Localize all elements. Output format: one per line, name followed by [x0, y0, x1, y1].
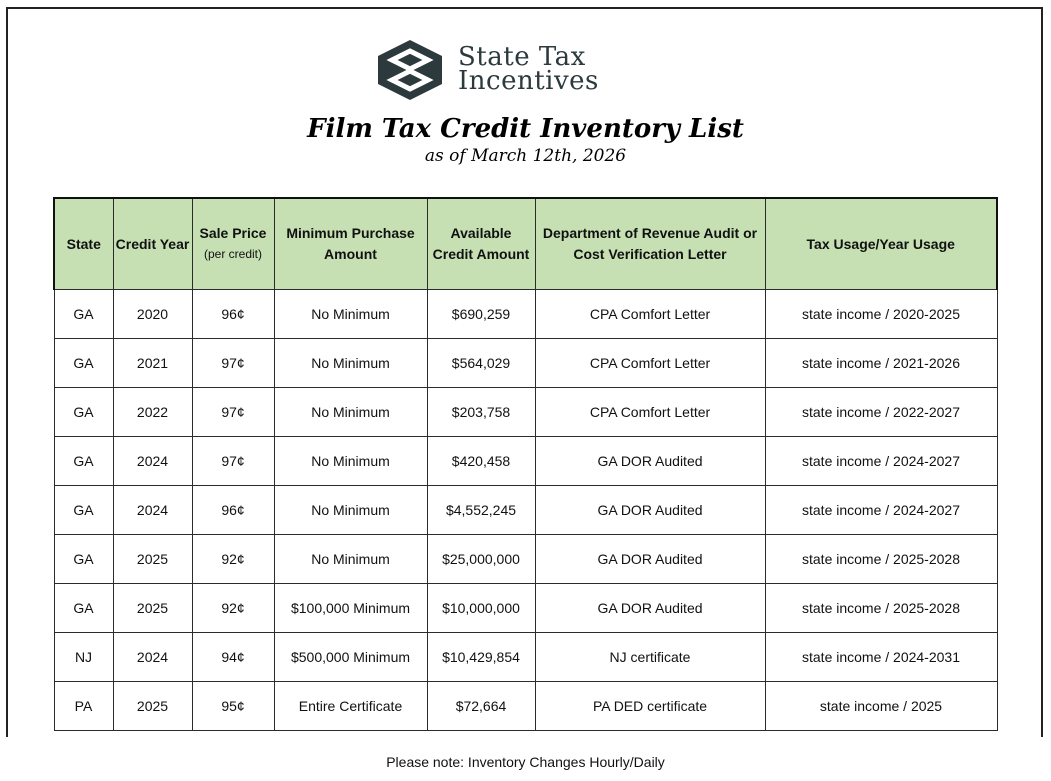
- cell-min-purchase: No Minimum: [274, 535, 427, 584]
- cell-tax-usage: state income / 2024-2031: [765, 633, 997, 682]
- cell-dor-letter: CPA Comfort Letter: [535, 339, 765, 388]
- header-dor-letter: Department of Revenue Audit or Cost Verification Letter: [535, 198, 765, 290]
- cell-min-purchase: $500,000 Minimum: [274, 633, 427, 682]
- cell-dor-letter: NJ certificate: [535, 633, 765, 682]
- cell-state: GA: [54, 290, 113, 339]
- cell-state: GA: [54, 584, 113, 633]
- cell-dor-letter: GA DOR Audited: [535, 486, 765, 535]
- cell-state: GA: [54, 437, 113, 486]
- cell-sale-price: 97¢: [192, 339, 274, 388]
- cell-sale-price: 97¢: [192, 388, 274, 437]
- cell-dor-letter: PA DED certificate: [535, 682, 765, 731]
- table-header-row: [54, 198, 997, 290]
- cell-tax-usage: state income / 2021-2026: [765, 339, 997, 388]
- cell-state: GA: [54, 388, 113, 437]
- cell-state: NJ: [54, 633, 113, 682]
- table-row: [54, 290, 997, 339]
- cell-min-purchase: $100,000 Minimum: [274, 584, 427, 633]
- cell-sale-price: 96¢: [192, 290, 274, 339]
- cell-available: $72,664: [427, 682, 535, 731]
- cell-credit-year: 2021: [113, 339, 192, 388]
- cell-credit-year: 2024: [113, 437, 192, 486]
- cell-tax-usage: state income / 2025-2028: [765, 535, 997, 584]
- header-min-purchase: Minimum Purchase Amount: [274, 198, 427, 290]
- cell-min-purchase: No Minimum: [274, 486, 427, 535]
- cell-credit-year: 2025: [113, 584, 192, 633]
- header-available: Available Credit Amount: [427, 198, 535, 290]
- cell-available: $203,758: [427, 388, 535, 437]
- header-state: State: [54, 198, 113, 290]
- table-row: [54, 388, 997, 437]
- cell-min-purchase: No Minimum: [274, 290, 427, 339]
- cell-sale-price: 95¢: [192, 682, 274, 731]
- cell-state: GA: [54, 339, 113, 388]
- cell-dor-letter: GA DOR Audited: [535, 584, 765, 633]
- cell-sale-price: 92¢: [192, 584, 274, 633]
- cell-available: $10,000,000: [427, 584, 535, 633]
- state-tax-incentives-logo: [374, 38, 624, 102]
- page-title: Film Tax Credit Inventory List: [307, 114, 744, 144]
- header-sale-price: [192, 198, 274, 290]
- header-tax-usage: Tax Usage/Year Usage: [765, 198, 997, 290]
- table-row: [54, 437, 997, 486]
- logo-mark-icon: [374, 38, 446, 102]
- table-row: [54, 535, 997, 584]
- cell-state: GA: [54, 486, 113, 535]
- table-row: [54, 682, 997, 731]
- logo-text-line1: State Tax: [458, 42, 586, 72]
- inventory-note: Please note: Inventory Changes Hourly/Daily: [386, 754, 665, 770]
- cell-credit-year: 2024: [113, 633, 192, 682]
- cell-available: $564,029: [427, 339, 535, 388]
- cell-dor-letter: GA DOR Audited: [535, 535, 765, 584]
- header-credit-year: Credit Year: [113, 198, 192, 290]
- cell-dor-letter: CPA Comfort Letter: [535, 290, 765, 339]
- cell-available: $420,458: [427, 437, 535, 486]
- cell-sale-price: 92¢: [192, 535, 274, 584]
- cell-state: PA: [54, 682, 113, 731]
- page-subtitle: as of March 12th, 2026: [424, 146, 627, 166]
- cell-sale-price: 96¢: [192, 486, 274, 535]
- cell-credit-year: 2020: [113, 290, 192, 339]
- cell-available: $25,000,000: [427, 535, 535, 584]
- cell-dor-letter: GA DOR Audited: [535, 437, 765, 486]
- cell-tax-usage: state income / 2024-2027: [765, 486, 997, 535]
- cell-tax-usage: state income / 2020-2025: [765, 290, 997, 339]
- inventory-table: [53, 197, 998, 731]
- header-sale-price-label: Sale Price: [199, 225, 267, 241]
- cell-available: $4,552,245: [427, 486, 535, 535]
- cell-available: $10,429,854: [427, 633, 535, 682]
- cell-dor-letter: CPA Comfort Letter: [535, 388, 765, 437]
- cell-credit-year: 2024: [113, 486, 192, 535]
- cell-credit-year: 2025: [113, 682, 192, 731]
- cell-credit-year: 2022: [113, 388, 192, 437]
- table-row: [54, 633, 997, 682]
- cell-min-purchase: No Minimum: [274, 388, 427, 437]
- cell-sale-price: 97¢: [192, 437, 274, 486]
- cell-tax-usage: state income / 2022-2027: [765, 388, 997, 437]
- cell-min-purchase: Entire Certificate: [274, 682, 427, 731]
- cell-tax-usage: state income / 2025: [765, 682, 997, 731]
- cell-tax-usage: state income / 2024-2027: [765, 437, 997, 486]
- header-sale-price-sub: (per credit): [203, 247, 262, 261]
- cell-sale-price: 94¢: [192, 633, 274, 682]
- cell-tax-usage: state income / 2025-2028: [765, 584, 997, 633]
- table-row: [54, 339, 997, 388]
- cell-available: $690,259: [427, 290, 535, 339]
- logo-text-line2: Incentives: [458, 66, 599, 96]
- table-row: [54, 486, 997, 535]
- cell-min-purchase: No Minimum: [274, 339, 427, 388]
- cell-credit-year: 2025: [113, 535, 192, 584]
- cell-min-purchase: No Minimum: [274, 437, 427, 486]
- cell-state: GA: [54, 535, 113, 584]
- table-row: [54, 584, 997, 633]
